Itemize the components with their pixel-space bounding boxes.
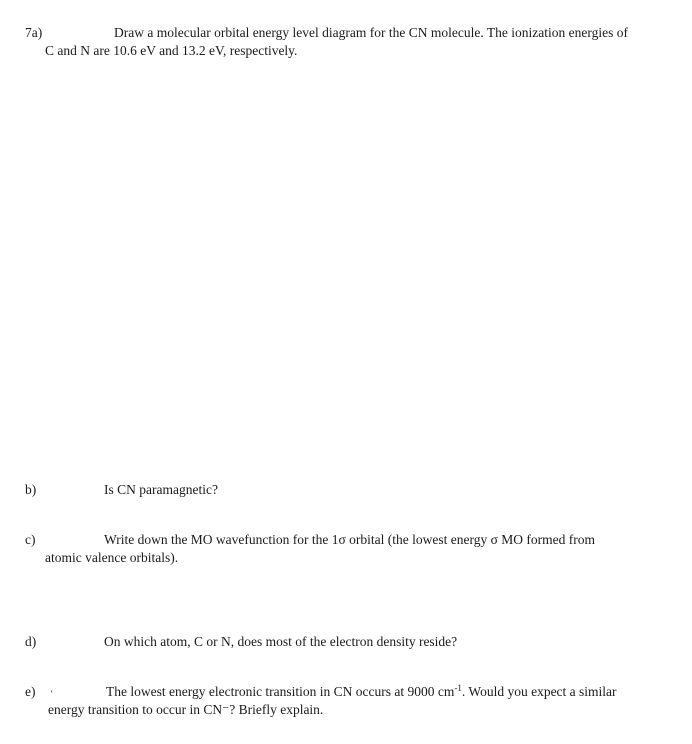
question-text: On which atom, C or N, does most of the electron density reside?: [104, 634, 458, 649]
stray-mark: ‘: [50, 689, 54, 700]
question-text: [106, 683, 617, 700]
question-text: Is CN paramagnetic?: [104, 482, 218, 497]
question-text-continuation: C and N are 10.6 eV and 13.2 eV, respectively.: [45, 43, 298, 58]
question-text: Write down the MO wavefunction for the 1σ orbital (the lowest energy σ MO formed from: [104, 532, 596, 547]
question-label: b): [25, 482, 37, 497]
question-label: 7a): [25, 25, 43, 40]
question-text-tail: . Would you expect a similar: [461, 684, 617, 699]
question-text-continuation: energy transition to occur in CN⁻? Briefly explain.: [48, 702, 324, 717]
question-label: d): [25, 634, 37, 649]
question-text-main: The lowest energy electronic transition in CN occurs at 9000 cm: [106, 684, 455, 699]
unit-superscript: -1: [454, 683, 462, 693]
question-text-continuation: atomic valence orbitals).: [45, 550, 179, 565]
question-label: c): [25, 532, 36, 547]
question-label: e): [25, 684, 36, 699]
question-text: Draw a molecular orbital energy level diagram for the CN molecule. The ionization energies of: [114, 25, 628, 40]
